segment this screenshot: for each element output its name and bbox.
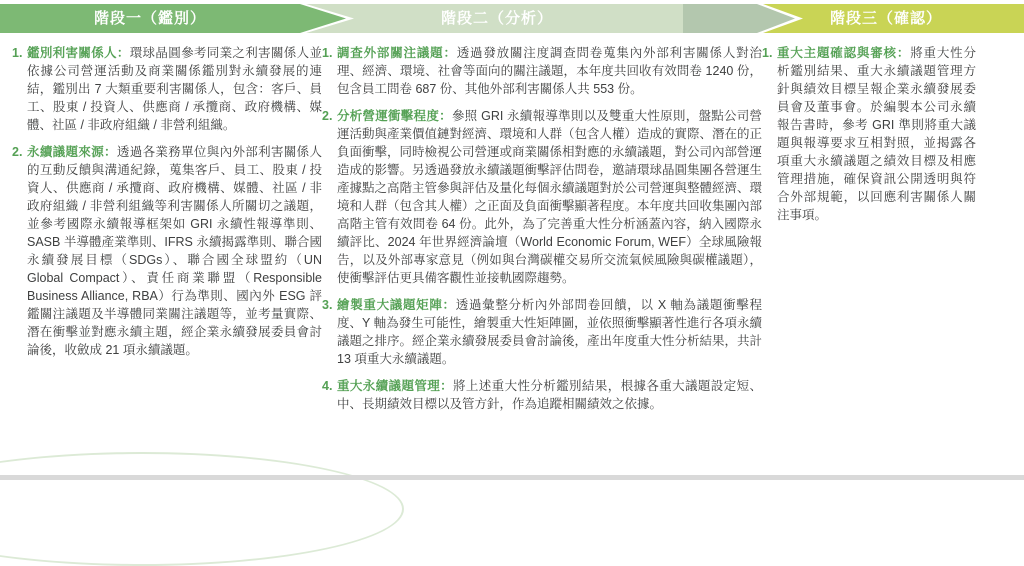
item-number: 3. [322, 298, 333, 312]
item-body: 透過彙整分析內外部問卷回饋，以 X 軸為議題衝擊程度、Y 軸為發生可能性，繪製重大性矩陣圖，並依照衝擊顯著性進行各項永續議題之排序。經企業永續發展委員會討論後，產出年度重大性分析結果，共計 13 項重大永續議題。 [337, 298, 763, 366]
item-body: 透過發放關注度調查問卷蒐集內外部利害關係人對治理、經濟、環境、社會等面向的關注議題，本年度共回收有效問卷 1240 份，包含員工問卷 687 份、其他外部利害關係人共 553 份。 [337, 46, 762, 96]
stage2-label: 階段二（分析） [440, 10, 553, 27]
item-number: 1. [12, 46, 23, 60]
list-item [322, 377, 762, 413]
item-body: 環球晶圓參考同業之利害關係人並依據公司營運活動及商業關係鑑別對永續發展的連結，鑑別出 7 大類重要利害關係人，包含：客戶、員工、股東 / 投資人、供應商 / 承攬商、政府機構、媒體、社區 / 非政府組織 / 非營利組織。 [27, 46, 322, 132]
item-number: 2. [322, 109, 333, 123]
content-columns [12, 44, 1012, 422]
item-body: 參照 GRI 永續報導準則以及雙重大性原則，盤點公司營運活動與產業價值鏈對經濟、環境和人群（包含人權）造成的實際、潛在的正負面衝擊，同時檢視公司營運或商業關係相對應的永續議題，對公司內部營運造成的影響。另透過發放永續議題衝擊評估問卷，邀請環球晶圓集團各營運生產據點之高階主管參與評估及量化每個永續議題對於公司營運與整體經濟、環境和人群（包含其人權）之正面及負面衝擊顯著程度。本年度共回收集團內部高階主管有效問卷 64 份。此外，為了完善重大性分析涵蓋內容，納入國際永續評比、2024 年世界經濟論壇（World Economic Forum, WEF）全球風險報告，以及外部專家意見（例如與台灣碳權交易所交流氣候風險與碳權議題），使衝擊評估更具備客觀性並接軌國際趨勢。 [337, 109, 763, 285]
item-title: 調查外部關注議題： [337, 46, 457, 60]
list-item [12, 143, 322, 359]
stage1-column [12, 44, 340, 422]
stage1-label: 階段一（鑑別） [93, 10, 206, 27]
item-body: 將上述重大性分析鑑別結果，根據各重大議題設定短、中、長期績效目標以及管方針，作為追蹤相關績效之依據。 [337, 379, 762, 411]
list-item [762, 44, 976, 224]
item-number: 1. [762, 46, 773, 60]
bottom-divider-bar [0, 475, 1024, 480]
item-title: 鑑別利害關係人： [27, 46, 130, 60]
item-body: 將重大性分析鑑別結果、重大永續議題管理方針與績效目標呈報企業永續發展委員會及董事會。於編製本公司永續報告書時，參考 GRI 準則將重大議題與報導要求互相對照，並揭露各項重大永續議題之績效目標及相應管理措施，確保資訊公開透明與符合外部規範，以回應利害關係人關注事項。 [777, 46, 976, 222]
item-title: 重大主題確認與審核： [777, 46, 911, 60]
item-title: 分析營運衝擊程度： [337, 109, 452, 123]
list-item [12, 44, 322, 134]
list-item [322, 296, 762, 368]
item-number: 1. [322, 46, 333, 60]
item-title: 重大永續議題管理： [337, 379, 454, 393]
stage3-label: 階段三（確認） [829, 10, 942, 27]
decorative-curve [0, 452, 404, 566]
item-number: 4. [322, 379, 333, 393]
item-number: 2. [12, 145, 23, 159]
item-title: 永續議題來源： [27, 145, 117, 159]
stage3-column [762, 44, 976, 422]
item-body: 透過各業務單位與內外部利害關係人的互動反饋與溝通紀錄，蒐集客戶、員工、股東 / 投資人、供應商 / 承攬商、政府機構、媒體、社區 / 非政府組織 / 非營利組織等利害關係人所關切之議題，並參考國際永續報導框架如 GRI 永續性報導準則、SASB 半導體產業準則、IFRS 永續揭露準則、聯合國永續發展目標（SDGs）、聯合國全球盟約（UN Global Compact）、責任商業聯盟（Responsible Business Alliance, RBA）行為準則、國內外 ESG 評鑑關注議題及半導體同業關注議題等，並考量實際、潛在衝擊並對應永續主題，經企業永續發展委員會討論後，收斂成 21 項永續議題。 [27, 145, 322, 357]
list-item [322, 107, 762, 287]
list-item [322, 44, 762, 98]
item-title: 繪製重大議題矩陣： [337, 298, 456, 312]
stage2-column [322, 44, 792, 422]
